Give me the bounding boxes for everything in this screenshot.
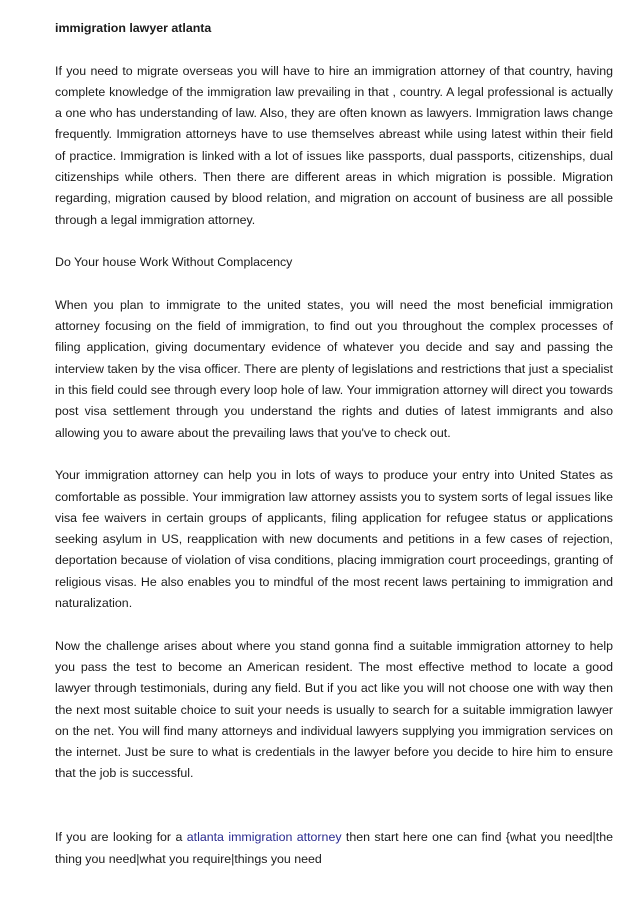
spacer bbox=[55, 806, 613, 827]
section-heading: Do Your house Work Without Complacency bbox=[55, 255, 293, 270]
closing-text-before-link: If you are looking for a bbox=[55, 830, 187, 845]
document-title: immigration lawyer atlanta bbox=[55, 21, 212, 35]
document-page bbox=[55, 18, 613, 891]
closing-text-after-link: then start here one can find {what you need|the thing you need|what you require|things you need bbox=[55, 830, 613, 866]
closing-paragraph bbox=[55, 827, 613, 870]
body-paragraph-3: Now the challenge arises about where you stand gonna find a suitable immigration attorney to help you pass the test to become an American resident. The most effective method to locate a good lawyer through testimonials, during any field. But if you act like you will not choose one with way then the next most suitable choice to suit your needs is usually to search for a suitable immigration lawyer on the net. You will find many attorneys and individual lawyers supplying you immigration services on the internet. Just be sure to what is credentials in the lawyer before you decide to hire him to ensure that the job is successful. bbox=[55, 638, 613, 781]
atlanta-immigration-attorney-link[interactable]: atlanta immigration attorney bbox=[186, 830, 342, 845]
body-paragraph-2: Your immigration attorney can help you in lots of ways to produce your entry into United States as comfortable as possible. Your immigration law attorney assists you to system sorts of legal issues like visa fee waivers in certain groups of applicants, filing application for refugee status or applications seeking asylum in US, reapplication with new documents and petitions in a few cases of rejection, deportation because of violation of visa conditions, placing immigration court proceedings, granting of religious visas. He also enables you to mindful of the most recent laws pertaining to immigration and naturalization. bbox=[55, 468, 613, 611]
body-paragraph-1: When you plan to immigrate to the united states, you will need the most beneficial immigration attorney focusing on the field of immigration, to find out you throughout the complex processes of filing application, giving documentary evidence of whatever you decide and say and passing the interview taken by the visa officer. There are plenty of legislations and restrictions that just a specialist in this field could see through every loop hole of law. Your immigration attorney will direct you towards post visa settlement through you understand the rights and duties of latest immigrants and also allowing you to aware about the prevailing laws that you've to check out. bbox=[55, 297, 613, 440]
intro-paragraph: If you need to migrate overseas you will have to hire an immigration attorney of that country, having complete knowledge of the immigration law prevailing in that , country. A legal professional is actually a one who has understanding of law. Also, they are often known as lawyers. Immigration laws change frequently. Immigration attorneys have to use themselves abreast while using latest within their field of practice. Immigration is linked with a lot of issues like passports, dual passports, citizenships, dual citizenships while others. Then there are different areas in which migration is possible. Migration regarding, migration caused by blood relation, and migration on account of business are all possible through a legal immigration attorney. bbox=[55, 63, 613, 227]
